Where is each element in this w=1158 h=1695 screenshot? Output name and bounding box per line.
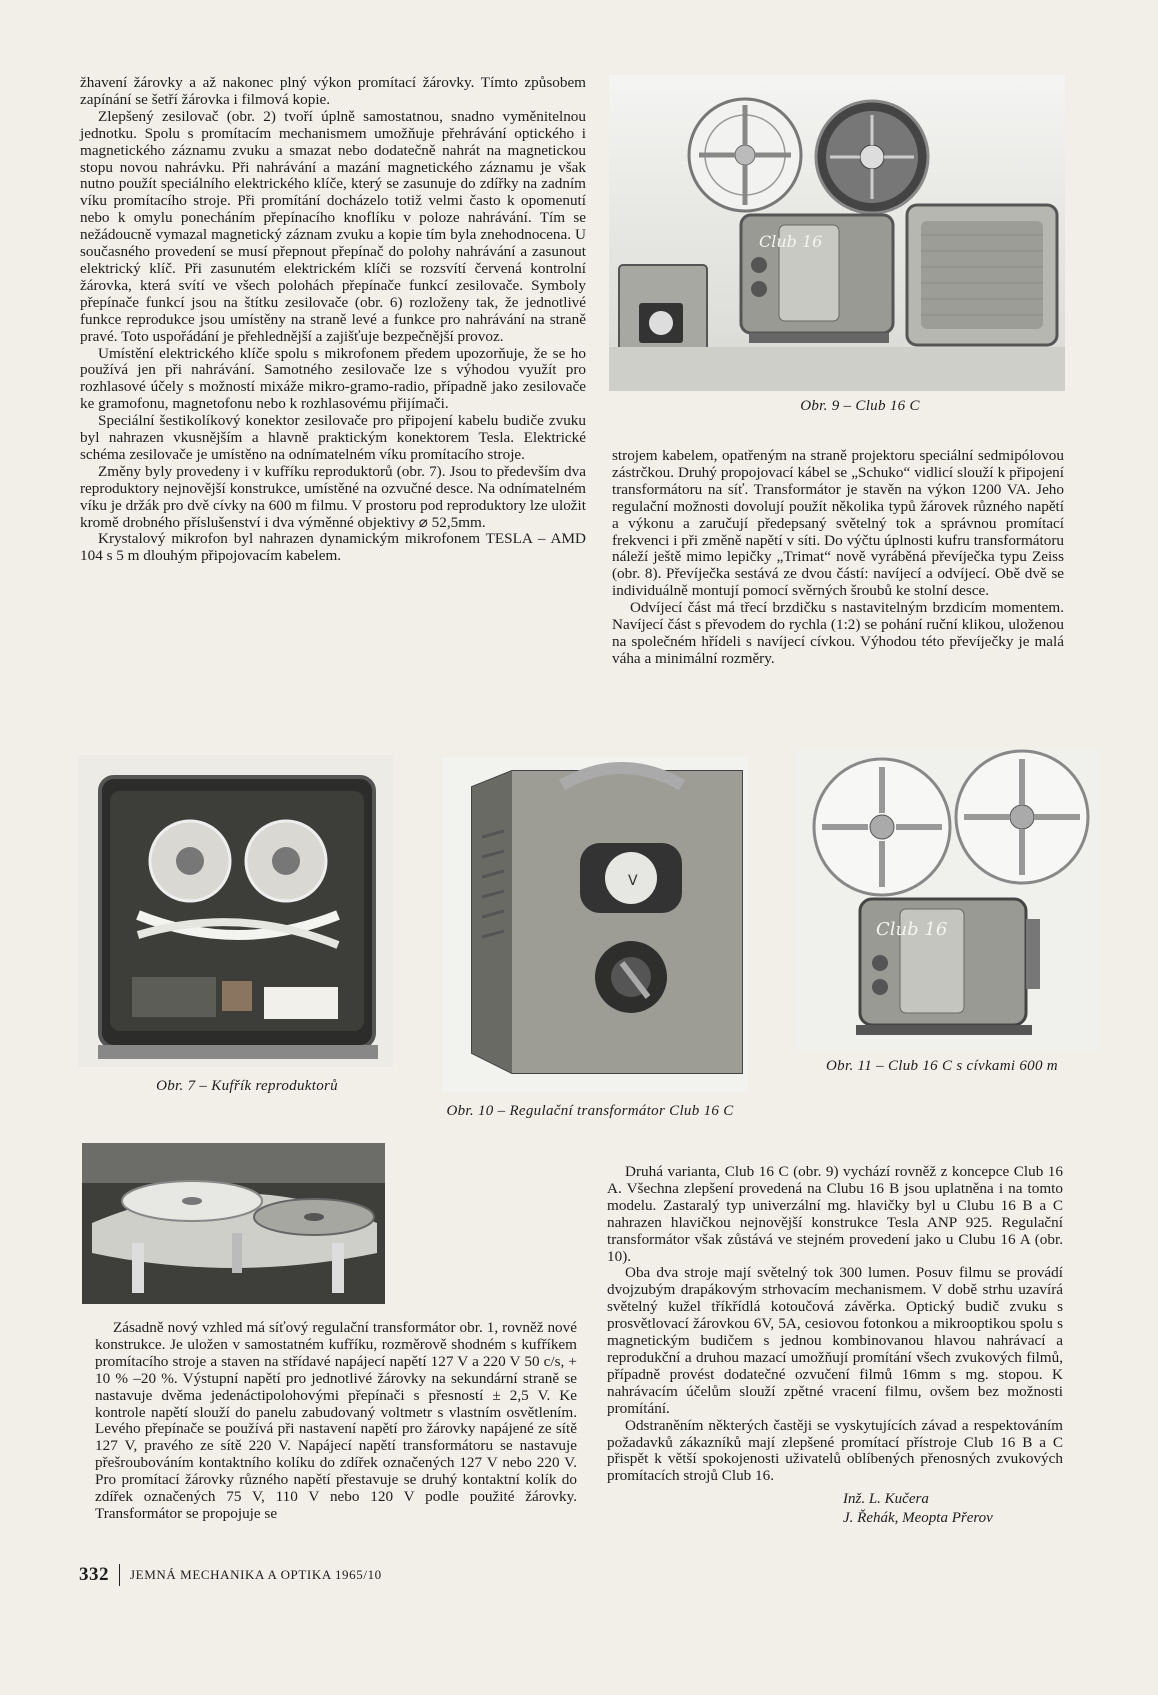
paragraph: Zásadně nový vzhled má síťový regulační transformátor obr. 1, rovněž nové konstrukce. Je uložen v samostatném kufříku, rozměrově shodném s kufříkem promítacího stroje a staven na střídavé napájecí napětí 127 V a 220 V 50 c/s, + 10 % –20 %. Výstupní napětí pro jednotlivé žárovky na sekundární straně se nastavuje dvěma jedenáctipolohovými přepínači s přesností ± 2,5 V. Ke kontrole napětí slouží do panelu zabudovaný voltmetr s vlastním osvětlením. Levého přepínače se používá při nastavení napětí pro žárovky napájené ze sítě 127 V, pravého ze sítě 220 V. Napájecí napětí transformátoru se nastavuje přešroubováním kontaktního kolíku do zdířek označených 127 V nebo 220 V. Pro promítací žárovky různého napětí přestavuje se druhý kontaktní kolík do zdířek označených 75 V, 110 V nebo 120 V podle použité žárovky. Transformátor se propojuje se [95,1319,577,1522]
figure-9-photo [609,75,1065,391]
paragraph: Krystalový mikrofon byl nahrazen dynamickým mikrofonem TESLA – AMD 104 s 5 m dlouhým připojovacím kabelem. [80,530,586,565]
figure-11-caption: Obr. 11 – Club 16 C s cívkami 600 m [826,1058,1058,1074]
text-column-bottom-left [95,1320,577,1523]
projector-logo-label: Club 16 [876,919,948,940]
paragraph: Speciální šestikolíkový konektor zesilovače pro připojení kabelu budiče zvuku byl nahrazen vkusnějším a hlavně praktickým konektorem Tesla. Elektrické schéma zesilovače je umístěno na odnímatelném víku promítacího stroje. [80,412,586,463]
paragraph: Zlepšený zesilovač (obr. 2) tvoří úplně samostatnou, snadno vyměnitelnou jednotku. Spolu s promítacím mechanismem umožňuje přehrávání optického i magnetického záznamu zvuku a smazat nebo dodatečně nahrát na magnetickou stopu novou nahrávku. Při nahrávání a mazání magnetického záznamu je však nutno použít speciálního elektrického klíče, který se zasunuje do zdířky na zadním víku promítacího stroje. Při promítání docházelo totiž velmi často k opomenutí nebo k omylu ponecháním přepínacího knoflíku v poloze nahrávání. Tím se nežádoucně vymazal magnetický záznam zvuku a kopie tím byla znehodnocena. U současného provedení se musí přepnout přepínač do polohy nahrávání a zasunout elektrický klíč. Při zasunutém elektrickém klíči se rozsvítí červená kontrolní žárovka, která svítí ve všech polohách přepínače funkcí zesilovače. Symboly přepínače funkcí jsou na štítku zesilovače (obr. 6) rozloženy tak, že jednotlivé funkce reprodukce jsou umístěny na straně levé a funkce pro nahrávání na straně pravé. Toto uspořádání je přehlednější a zajišťuje bezpečnější provoz. [80,107,586,345]
paragraph: Oba dva stroje mají světelný tok 300 lumen. Posuv filmu se provádí dvojzubým drapákovým strhovacím mechanismem. V době strhu uzavírá světelný kužel tříkřídlá kotoučová závěrka. Optický budič zvuku s prosvětlovací žárovkou 6V, 5A, cesiovou fotonkou a mikrooptikou spolu s magnetickým budičem s jednou kombinovanou hlavou nahrávací a reprodukční a druhou mazací umožňují promítání všech zvukových filmů, případně provést dodatečné ozvučení filmů 16mm s mg. stopou. K nahrávacím účelům slouží zpětné vracení filmu, ovšem bez možnosti promítání. [607,1264,1063,1417]
author-name: J. Řehák, Meopta Přerov [843,1510,993,1526]
paragraph: Umístění elektrického klíče spolu s mikrofonem předem upozorňuje, že se ho používá jen při nahrávání. Samotného zesilovače lze s výhodou využít pro rozhlasové účely s možností mixáže mikro-gramo-radio, případně jako zesilovače ke gramofonu, magnetofonu nebo k rozhlasovému přijímači. [80,344,586,413]
author-name: Inž. L. Kučera [843,1491,929,1507]
voltmeter-label: V [628,873,638,889]
text-column-top-left [80,75,586,565]
film-reel-icon [956,751,1088,883]
author-signature [843,1490,993,1528]
film-reel-icon [814,759,950,895]
paragraph: Druhá varianta, Club 16 C (obr. 9) vychází rovněž z koncepce Club 16 A. Všechna zlepšení provedená na Clubu 16 B jsou uplatněna i na tomto modelu. Zastaralý typ univerzální mg. hlavičky byl u Clubu 16 B a C nahrazen hlavičkou nejnovější konstrukce Tesla ANP 925. Regulační transformátor však zůstává ve stejném provedení jako u Clubu 16 A (obr. 10). [607,1163,1063,1265]
figure-10-caption: Obr. 10 – Regulační transformátor Club 16 C [446,1103,734,1119]
film-reel-icon [816,101,928,213]
paragraph: Odvíjecí část má třecí brzdičku s nastavitelným brzdicím momentem. Navíjecí část s převodem do rychla (1:2) se pohání ruční klikou, uloženou na společném hřídeli s navíjecí cívkou. Výhodou této převíječky je malá váha a minimální rozměry. [612,599,1064,667]
film-reel-icon [689,99,801,211]
figure-7-caption: Obr. 7 – Kufřík reproduktorů [156,1078,338,1094]
footer-divider [119,1564,120,1586]
paragraph: strojem kabelem, opatřeným na straně projektoru speciální sedmipólovou zástrčkou. Druhý propojovací kábel se „Schuko“ vidlicí slouží k připojení transformátoru na síť. Transformátor je stavěn na výkon 1200 VA. Jeho regulační možnosti dovolují použít několika typů žárovek různého napětí a výkonu a zaručují předepsaný světelný tok a správnou promítací frekvenci i při změně napětí v síti. Do výčtu úplnosti kufru transformátoru náleží ještě mimo lepičky „Trimat“ nově vyráběná převíječka typu Zeiss (obr. 8). Převíječka sestává ze dvou částí: navíjecí a odvíjecí. Obě dvě se individuálně montují pomocí svěrných šroubů ke stolní desce. [612,447,1064,600]
text-column-bottom-right [607,1164,1063,1485]
projector-logo-label: Club 16 [759,232,823,251]
figure-8-photo [82,1143,385,1304]
paragraph: žhavení žárovky a až nakonec plný výkon promítací žárovky. Tímto způsobem zapínání se šetří žárovka i filmová kopie. [80,74,586,108]
page-footer [79,1564,382,1586]
figure-9-caption: Obr. 9 – Club 16 C [800,398,920,414]
paragraph: Odstraněním některých častěji se vyskytujících závad a respektováním požadavků zákazníků mají zlepšené promítací přístroje Club 16 B a C přispět k větší spokojenosti uživatelů oblíbených přenosných zvukových promítacích strojů Club 16. [607,1416,1063,1485]
figure-7-photo [78,755,393,1067]
figure-11-photo [796,749,1101,1051]
text-column-top-right [612,448,1064,668]
journal-title: JEMNÁ MECHANIKA A OPTIKA 1965/10 [130,1567,382,1582]
page-number: 332 [79,1564,109,1585]
paragraph: Změny byly provedeny i v kufříku reproduktorů (obr. 7). Jsou to především dva reproduktory nejnovější konstrukce, umístěné na ozvučné desce. Na odnímatelném víku je držák pro dvě cívky na 600 m filmu. V prostoru pod reproduktory lze uložit kromě drobného příslušenství i dva výměnné objektivy ⌀ 52,5mm. [80,462,586,531]
figure-10-photo [442,757,748,1092]
